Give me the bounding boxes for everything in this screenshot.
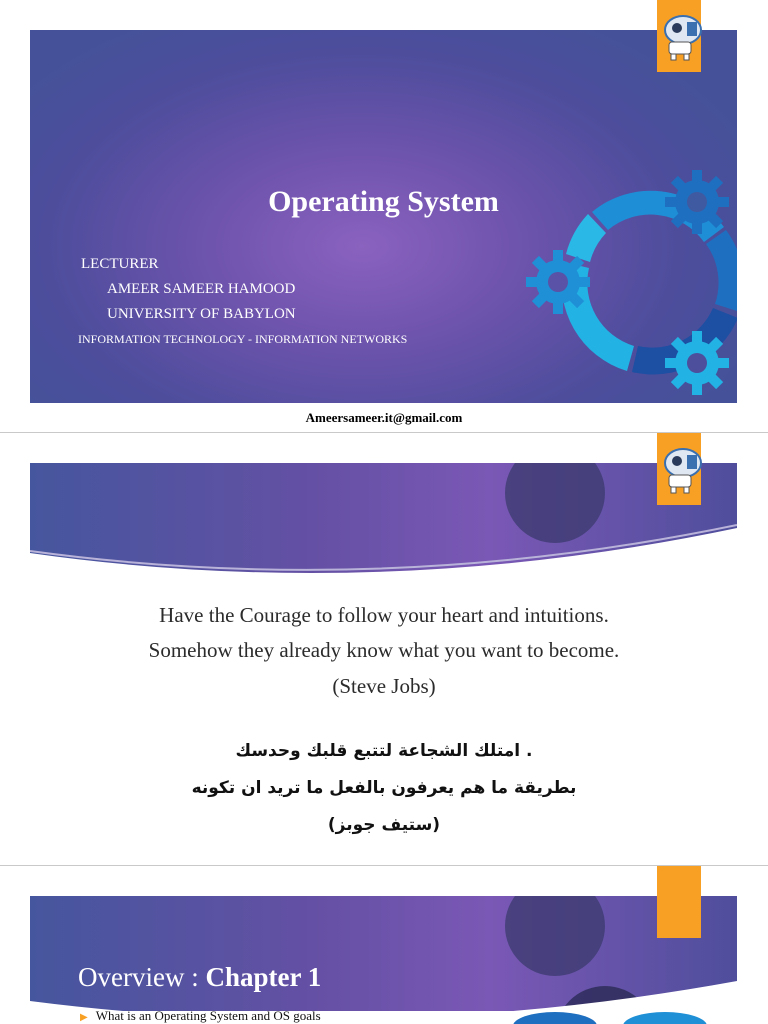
list-item (80, 1008, 321, 1024)
bullet-text: What is an Operating System and OS goals (95, 1008, 321, 1023)
logo-tab (657, 433, 701, 505)
slide-quote (0, 433, 768, 865)
department-name: INFORMATION TECHNOLOGY - INFORMATION NETWORKS (78, 332, 408, 346)
quote-banner (30, 463, 737, 578)
contact-email: Ameersameer.it@gmail.com (305, 410, 463, 425)
slide-title (0, 0, 768, 432)
quote-line-en: Have the Courage to follow your heart and intuitions. (159, 603, 609, 627)
accent-tab (657, 866, 701, 938)
quote-line-ar: بطريقة ما هم يعرفون بالفعل ما تريد ان تكونه (191, 778, 577, 798)
bullet-arrow-icon: ▶ (80, 1012, 88, 1023)
university-name: UNIVERSITY OF BABYLON (107, 306, 296, 322)
robot-logo-icon (653, 443, 705, 495)
quote-line-en: Somehow they already know what you want to become. (148, 638, 620, 662)
banner-decoration (30, 463, 737, 578)
gear-icon (526, 250, 590, 314)
slide-overview (0, 866, 768, 1024)
presentation-title: Operating System (268, 185, 499, 218)
bottom-circles (505, 1006, 725, 1024)
title-hero-panel (30, 30, 737, 403)
overview-title: Overview : Chapter 1 (78, 962, 322, 992)
gear-icon (665, 331, 729, 395)
lecturer-label: LECTURER (81, 256, 159, 272)
robot-logo-icon (653, 10, 705, 62)
quote-author-ar: (ستيف جوبز) (327, 815, 441, 835)
banner-decoration (30, 896, 737, 1011)
quote-line-ar: . امتلك الشجاعة لتتبع قلبك وحدسك (235, 741, 533, 761)
quote-author-en: (Steve Jobs) (332, 674, 436, 698)
lecturer-name: AMEER SAMEER HAMOOD (107, 281, 296, 297)
overview-banner (30, 896, 737, 1011)
logo-tab (657, 0, 701, 72)
